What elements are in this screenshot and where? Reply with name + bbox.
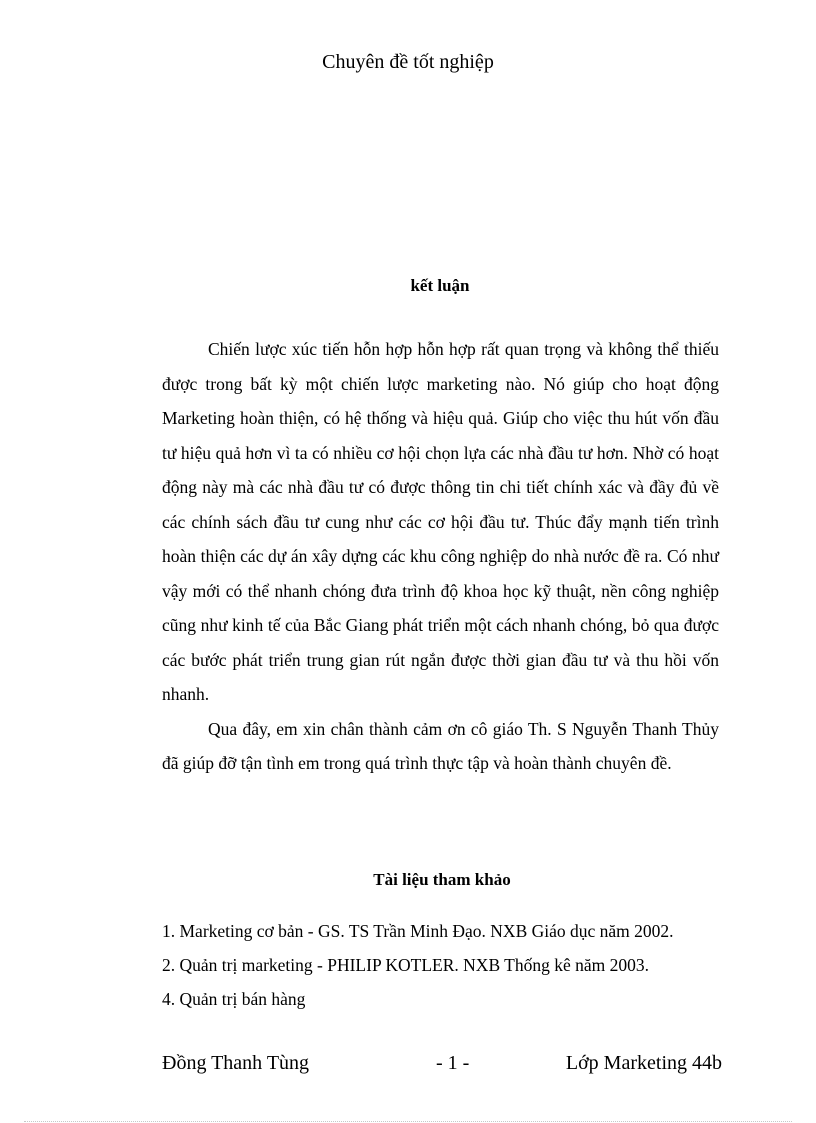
page-footer xyxy=(162,1049,722,1077)
reference-item: 2. Quản trị marketing - PHILIP KOTLER. NXB Thống kê năm 2003. xyxy=(162,955,650,975)
footer-class-name: Lớp Marketing 44b xyxy=(565,1052,722,1074)
references-list xyxy=(162,917,762,1019)
conclusion-paragraph-1: Chiến lược xúc tiến hỗn hợp hỗn hợp rất quan trọng và không thể thiếu được trong bất kỳ một chiến lược marketing nào. Nó giúp cho hoạt động Marketing hoàn thiện, có hệ thống và hiệu quả. Giúp cho việc thu hút vốn đầu tư hiệu quả hơn vì ta có nhiều cơ hội chọn lựa các nhà đầu tư hơn. Nhờ có hoạt động này mà các nhà đầu tư có được thông tin chi tiết chính xác và đầy đủ về các chính sách đầu tư cung như các cơ hội đầu tư. Thúc đẩy mạnh tiến trình hoàn thiện các dự án xây dựng các khu công nghiệp do nhà nước đề ra. Có như vậy mới có thể nhanh chóng đưa trình độ khoa học kỹ thuật, nền công nghiệp cũng như kinh tế của Bắc Giang phát triển một cách nhanh chóng, bỏ qua được các bước phát triển trung gian rút ngắn được thời gian đầu tư và thu hồi vốn nhanh. xyxy=(162,339,719,704)
footer-page-number: - 1 - xyxy=(436,1052,470,1074)
reference-item: 4. Quản trị bán hàng xyxy=(162,989,306,1009)
conclusion-body xyxy=(162,332,719,781)
references-title: Tài liệu tham khảo xyxy=(373,870,511,889)
reference-item: 1. Marketing cơ bản - GS. TS Trần Minh Đạo. NXB Giáo dục năm 2002. xyxy=(162,921,674,941)
page-header: Chuyên đề tốt nghiệp xyxy=(322,51,494,73)
conclusion-title: kết luận xyxy=(410,276,470,295)
conclusion-paragraph-2: Qua đây, em xin chân thành cảm ơn cô giáo Th. S Nguyễn Thanh Thủy đã giúp đỡ tận tình em trong quá trình thực tập và hoàn thành chuyên đề. xyxy=(162,718,719,773)
page-bottom-divider xyxy=(24,1121,792,1122)
footer-author: Đồng Thanh Tùng xyxy=(162,1052,310,1074)
